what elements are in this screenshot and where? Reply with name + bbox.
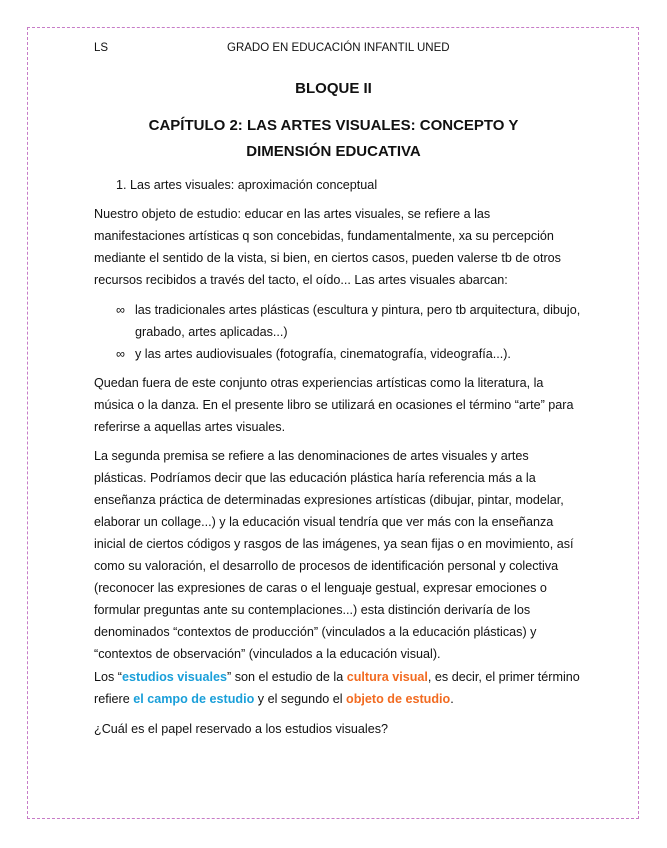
chapter-title-line: CAPÍTULO 2: LAS ARTES VISUALES: CONCEPTO Y xyxy=(148,117,519,134)
paragraph-line: Nuestro objeto de estudio: educar en las artes visuales, se refiere a las xyxy=(94,207,491,221)
paragraph-line: referirse a aquellas artes visuales. xyxy=(94,420,286,434)
block-title: BLOQUE II xyxy=(295,80,372,97)
question-line: ¿Cuál es el papel reservado a los estudios visuales? xyxy=(94,722,389,736)
text-segment: refiere xyxy=(94,692,134,706)
paragraph-line: La segunda premisa se refiere a las denominaciones de artes visuales y artes xyxy=(94,449,529,463)
highlighted-term: el campo de estudio xyxy=(133,692,255,706)
paragraph-line: elaborar un collage...) y la educación visual tendría que ver más con la enseñanza xyxy=(94,515,554,529)
paragraph-line: manifestaciones artísticas q son concebidas, fundamentalmente, xa su percepción xyxy=(94,229,554,243)
paragraph-line: recursos recibidos a través del tacto, el oído... Las artes visuales abarcan: xyxy=(94,273,508,287)
bullet-line: y las artes audiovisuales (fotografía, cinematografía, videografía...). xyxy=(135,347,511,361)
paragraph-line: Quedan fuera de este conjunto otras experiencias artísticas como la literatura, la xyxy=(94,376,544,390)
highlighted-term: objeto de estudio xyxy=(346,692,451,706)
paragraph-line: plásticas. Podríamos decir que las educación plástica haría referencia más a la xyxy=(94,471,536,485)
paragraph-line: como su valoración, el desarrollo de procesos de identificación personal y colectiva xyxy=(94,559,559,573)
paragraph-line: “contextos de observación” (vinculados a la educación visual). xyxy=(94,647,441,661)
highlighted-term: cultura visual xyxy=(346,670,428,684)
header-course: GRADO EN EDUCACIÓN INFANTIL UNED xyxy=(227,42,450,54)
paragraph-line: música o la danza. En el presente libro se utilizará en ocasiones el término “arte” para xyxy=(94,398,574,412)
paragraph-line: denominados “contextos de producción” (vinculados a la educación plásticas) y xyxy=(94,625,537,639)
text-segment: Los “ xyxy=(94,670,122,684)
paragraph-line: mediante el sentido de la vista, si bien, en ciertos casos, pueden valerse tb de otros xyxy=(94,251,561,265)
paragraph-line: inicial de ciertos códigos y rasgos de las imágenes, ya sean fijas o en movimiento, así xyxy=(94,537,574,551)
section-heading: 1. Las artes visuales: aproximación conceptual xyxy=(116,178,378,192)
text-segment: . xyxy=(450,692,454,706)
bullet-line: grabado, artes aplicadas...) xyxy=(135,325,288,339)
bullet-icon: ∞ xyxy=(116,303,125,317)
paragraph-line xyxy=(94,692,454,706)
paragraph-line xyxy=(94,670,580,684)
text-segment: y el segundo el xyxy=(254,692,346,706)
paragraph-line: formular preguntas ante su contemplaciones...) esta distinción derivaría de los xyxy=(94,603,531,617)
header-initials: LS xyxy=(94,42,109,54)
text-segment: , es decir, el primer término xyxy=(427,670,580,684)
chapter-title-line: DIMENSIÓN EDUCATIVA xyxy=(246,143,421,160)
paragraph-line: (reconocer las expresiones de caras o el lenguaje gestual, expresar emociones o xyxy=(94,581,547,595)
highlighted-term: estudios visuales xyxy=(122,670,227,684)
text-segment: ” son el estudio de la xyxy=(227,670,347,684)
bullet-icon: ∞ xyxy=(116,347,125,361)
bullet-line: las tradicionales artes plásticas (escultura y pintura, pero tb arquitectura, dibujo, xyxy=(135,303,581,317)
paragraph-line: enseñanza práctica de determinadas expresiones artísticas (dibujar, pintar, modelar, xyxy=(94,493,564,507)
